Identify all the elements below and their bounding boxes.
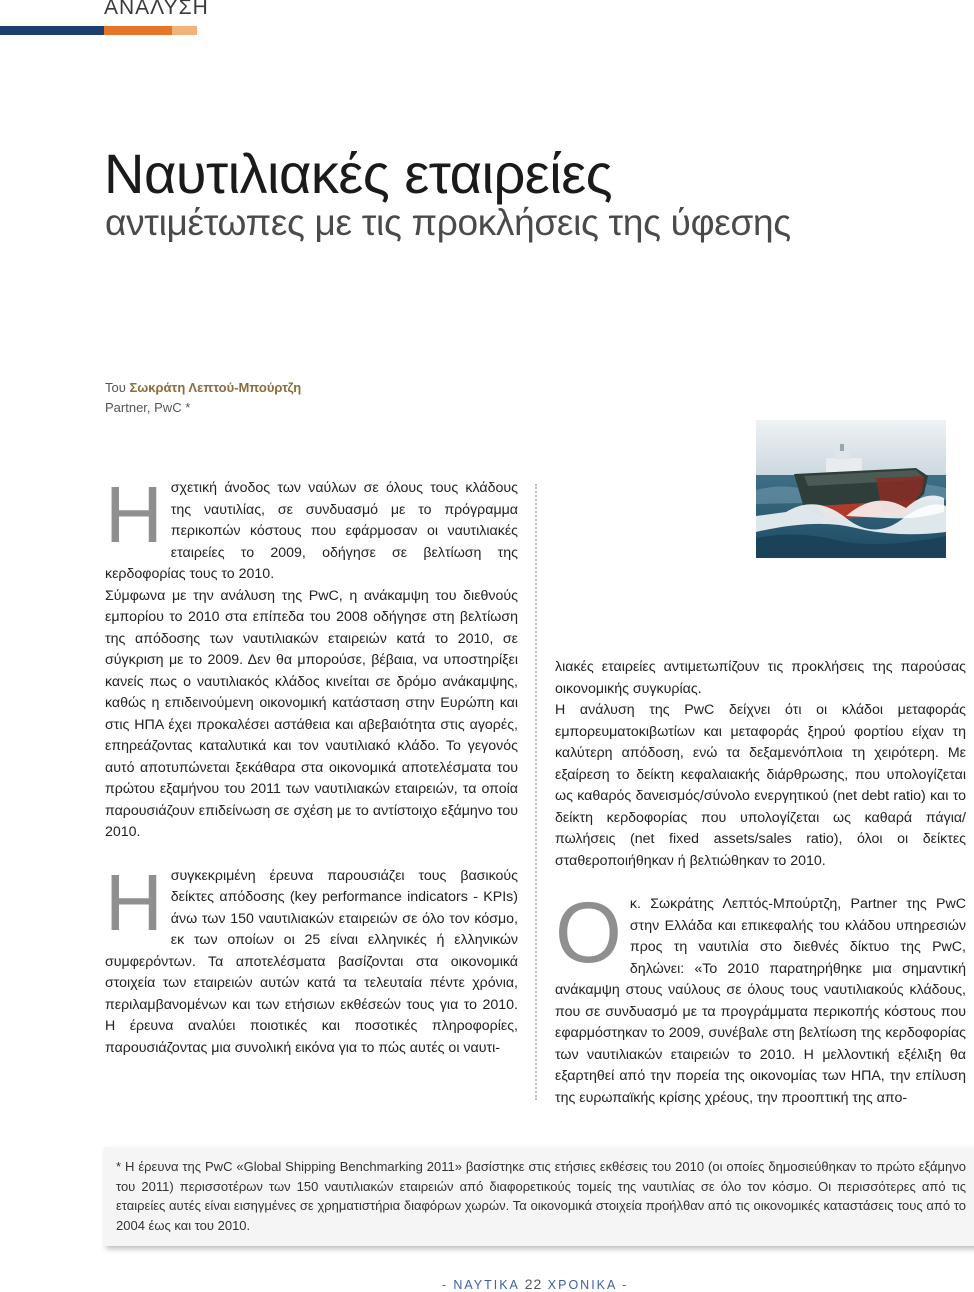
column-divider (535, 484, 537, 1100)
article-title: Ναυτιλιακές εταιρείες (104, 142, 613, 205)
footer-right: ΧΡΟΝΙΚΑ - (547, 1278, 629, 1292)
footer-left: - ΝΑΥΤΙΚΑ (441, 1278, 520, 1292)
paragraph-text: κ. Σωκράτης Λεπτός-Μπούρτζη, Partner της PwC στην Ελλάδα και επικεφαλής του κλάδου υπηρεσιών προς τη ναυτιλία στο διεθνές δίκτυο της PwC, δηλώνει: «Το 2010 παρατηρήθηκε μια σημαντική ανάκαμψη στους ναύλους σε όλους τους ναυτιλιακούς κλάδους, που σε συνδυασμό με τα προγράμματα περικοπής κόστους που εφαρμόστηκαν το 2009, συνέβαλε στη βελτίωση της κερδοφορίας των ναυτιλιακών εταιρειών το 2010. Η μελλοντική εξέλιξη θα εξαρτηθεί από την πορεία της οικονομίας των ΗΠΑ, την επίλυση της ευρωπαϊκής κρίσης χρέους, την προοπτική της απο- (555, 896, 966, 1106)
section-label: ΑΝΑΛΥΣΗ (104, 0, 209, 19)
paragraph (105, 470, 518, 586)
page-number: 22 (524, 1276, 543, 1292)
page-footer (0, 1276, 974, 1292)
left-column (105, 470, 518, 1059)
article-subtitle: αντιμέτωπες με τις προκλήσεις της ύφεσης (105, 202, 791, 243)
dropcap: Ο (555, 885, 622, 981)
byline (105, 378, 301, 418)
author-role: Partner, PwC * (105, 400, 191, 415)
dropcap: Η (105, 470, 163, 559)
byline-prefix: Του (105, 380, 130, 395)
dropcap: Η (105, 857, 163, 947)
footnote-box: * Η έρευνα της PwC «Global Shipping Benchmarking 2011» βασίστηκε στις ετήσιες εκθέσεις του 2010 (οι οποίες δημοσιεύθηκαν το πρώτο εξάμηνο του 2011) περισσοτέρων των 150 ναυτιλιακών εταιρειών από διαφορετικούς τομείς της ναυτιλίας σε όλο τον κόσμο. Οι περισσότερες από τις εταιρείες αυτές είναι εισηγμένες σε χρηματιστήρια διαφόρων χωρών. Τα οικονομικά στοιχεία προήλθαν από τις οικονομικές καταστάσεις τους από το 2004 έως και του 2010. (104, 1147, 974, 1246)
paragraph: Σύμφωνα με την ανάλυση της PwC, η ανάκαμψη του διεθνούς εμπορίου το 2010 στα επίπεδα του 2008 οδήγησε στη βελτίωση της απόδοσης των ναυτιλιακών εταιρειών κατά το 2010, σε σύγκριση με το 2009. Δεν θα μπορούσε, βέβαια, να υποστηρίξει κανείς πως ο ναυτιλιακός κλάδος κινείται σε δρόμο ανάκαμψης, καθώς η επιδεινούμενη οικονομική κατάσταση στην Ευρώπη και στις ΗΠΑ έχει προκαλέσει αστάθεια και αβεβαιότητα στις αγορές, επηρεάζοντας καταλυτικά και τον ναυτιλιακό κλάδο. Το γεγονός αυτό αποτυπώνεται ξεκάθαρα στα οικονομικά αποτελέσματα του πρώτου εξαμήνου του 2011 των ναυτιλιακών εταιρειών, τα οποία παρουσιάζουν επιδείνωση σε σχέση με το αντίστοιχο εξάμηνο του 2010. (105, 587, 518, 840)
ship-photo (756, 420, 946, 558)
paragraph (105, 857, 518, 1060)
header-bar-orange (104, 26, 172, 35)
paragraph-text: συγκεκριμένη έρευνα παρουσιάζει τους βασικούς δείκτες απόδοσης (key performance indicators - KPIs) άνω των 150 ναυτιλιακών εταιρειών σε όλο τον κόσμο, εκ των οποίων οι 25 είναι ελληνικές ή ελληνικών συμφερόντων. Τα αποτελέσματα βασίζονται στα οικονομικά στοιχεία των εταιρειών αυτών κατά τα τελευταία πέντε χρόνια, περιλαμβανομένων και των ετήσιων εκθέσεών τους για το 2010. Η έρευνα αναλύει ποιοτικές και ποσοτικές πληροφορίες, παρουσιάζοντας μια συνολική εικόνα για το πώς αυτές οι ναυτι- (105, 867, 518, 1056)
header-bar-light-orange (172, 26, 197, 35)
right-column (555, 657, 966, 1109)
paragraph: λιακές εταιρείες αντιμετωπίζουν τις προκλήσεις της παρούσας οικονομικής συγκυρίας. (555, 659, 966, 697)
paragraph-text: σχετική άνοδος των ναύλων σε όλους τους κλάδους της ναυτιλίας, σε συνδυασμό με το πρόγραμμα περικοπών κόστους που εφάρμοσαν οι ναυτιλιακές εταιρείες το 2009, οδήγησε σε βελτίωση της κερδοφορίας τους το 2010. (105, 480, 518, 582)
paragraph: Η ανάλυση της PwC δείχνει ότι οι κλάδοι μεταφοράς εμπορευματοκιβωτίων και μεταφοράς ξηρού φορτίου είχαν τη καλύτερη απόδοση, ενώ τα δεξαμενόπλοια τη χειρότερη. Με εξαίρεση το δείκτη κεφαλαιακής διάρθρωσης, που υπολογίζεται ως καθαρός δανεισμός/σύνολο ενεργητικού (net debt ratio) και το δείκτη κερδοφορίας που υπολογίζεται ως καθαρά πάγια/πωλήσεις (net fixed assets/sales ratio), όλοι οι δείκτες σταθεροποιήθηκαν ή βελτιώθηκαν το 2010. (555, 702, 966, 869)
author-name: Σωκράτη Λεπτού-Μπούρτζη (129, 380, 302, 395)
paragraph (555, 885, 966, 1109)
header-bar-navy (0, 26, 104, 35)
